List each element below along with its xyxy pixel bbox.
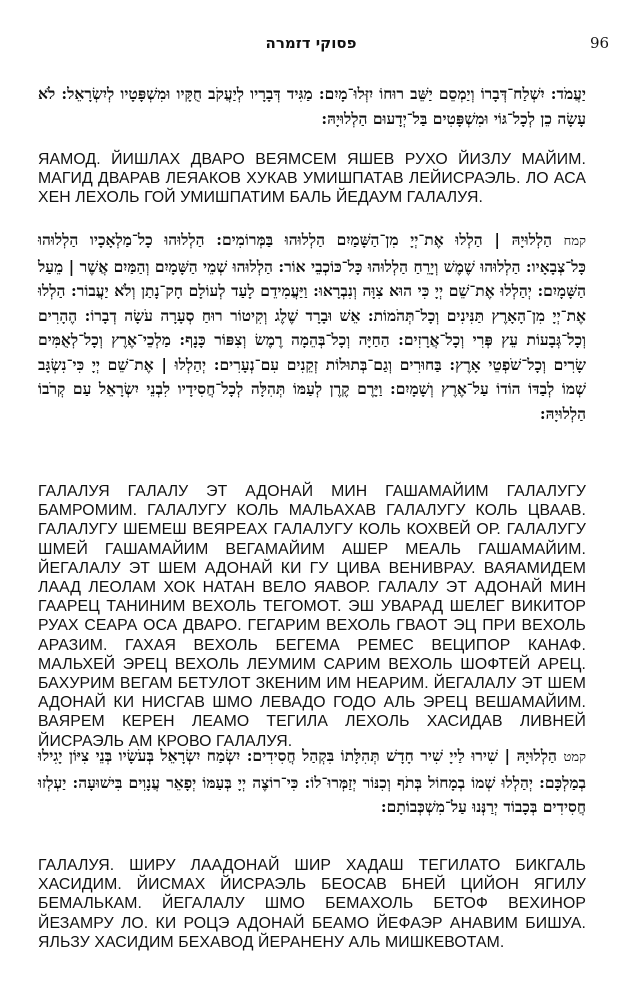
hebrew-text: הַלְלוּיָהּ | הַלְלוּ אֶת־יְיָ מִן־הַשָּׁמַיִם הַלְלוּהוּ בַּמְּרוֹמִים: הַלְלוּהוּ כָל־מַלְאָכָיו הַלְלוּהוּ כָּל־צְבָאָיו: הַלְלוּהוּ שֶׁמֶשׁ וְיָרֵחַ הַלְלוּהוּ כָּל־כּוֹכְבֵי אוֹר: הַלְלוּהוּ שְׁמֵי הַשָּׁמָיִם וְהַמַּיִם אֲשֶׁר | מֵעַל הַשָּׁמָיִם: יְהַלְלוּ אֶת־שֵׁם יְיָ כִּי הוּא צִוָּה וְנִבְרָאוּ: וַיַּעֲמִידֵם לָעַד לְעוֹלָם חָק־נָתַן וְלֹא יַעֲבוֹר: הַלְלוּ אֶת־יְיָ מִן־הָאָרֶץ תַּנִּינִים וְכָל־תְּהֹמוֹת: אֵשׁ וּבָרָד שֶׁלֶג וְקִיטוֹר רוּחַ סְעָרָה עֹשָׂה דְבָרוֹ: הֶהָרִים וְכָל־גְּבָעוֹת עֵץ פְּרִי וְכָל־אֲרָזִים: הַחַיָּה וְכָל־בְּהֵמָה רֶמֶשׂ וְצִפּוֹר כָּנָף: מַלְכֵי־אֶרֶץ וְכָל־לְאֻמִּים שָׂרִים וְכָל־שֹׁפְטֵי אָרֶץ: בַּחוּרִים וְגַם־בְּתוּלוֹת זְקֵנִים עִם־נְעָרִים: יְהַלְלוּ | אֶת־שֵׁם יְיָ כִּי־נִשְׂגָּב שְׁמוֹ לְבַדּוֹ הוֹדוֹ עַל־אֶרֶץ וְשָׁמָיִם: וַיָּרֶם קֶרֶן לְעַמּוֹ תְּהִלָּה לְכָל־חֲסִידָיו לִבְנֵי יִשְׂרָאֵל עַם קְרֹבוֹ הַלְלוּיָהּ: bbox=[38, 230, 586, 423]
hebrew-passage-1 bbox=[38, 82, 586, 131]
transliteration-text: ГАЛАЛУЯ. ШИРУ ЛААДОНАЙ ШИР ХАДАШ ТЕГИЛАТО БИКГАЛЬ ХАСИДИМ. ЙИСМАХ ЙИСРАЭЛЬ БЕОСАВ БНЕЙ ЦИЙОН ЯГИЛУ БЕМАЛЬКАМ. ЙЕГАЛАЛУ ШМО БЕМАХОЛЬ БЕТОФ ВЕХИНОР ЙЕЗАМРУ ЛО. КИ РОЦЭ АДОНАЙ БЕАМО ЙЕФАЭР АНАВИМ БИШУА. ЯЛЬЗУ ХАСИДИМ БЕХАВОД ЙЕРАНЕНУ АЛЬ МИШКЕВОТАМ. bbox=[38, 857, 586, 951]
hebrew-passage-2 bbox=[38, 228, 586, 426]
verse-number: קמח bbox=[563, 234, 586, 249]
running-title: פסוקי דזמרה bbox=[265, 34, 357, 52]
verse-number: קמט bbox=[563, 750, 586, 765]
hebrew-text: יַעֲמֹד: יִשְׁלַח־דְּבָרוֹ וְיַמְסֵם יַשֵּׁב רוּחוֹ יִזְּלוּ־מָיִם: מַגִּיד דְּבָרָיו לְיַעֲקֹב חֻקָּיו וּמִשְׁפָּטָיו לְיִשְׂרָאֵל: לֹא עָשָׂה כֵן לְכָל־גּוֹי וּמִשְׁפָּטִים בַּל־יְדָעוּם הַלְלוּיָהּ: bbox=[38, 84, 586, 128]
hebrew-passage-3 bbox=[38, 744, 586, 820]
transliteration-passage-2 bbox=[38, 482, 586, 751]
transliteration-passage-1 bbox=[38, 150, 586, 208]
hebrew-text: הַלְלוּיָהּ | שִׁירוּ לַייָ שִׁיר חָדָשׁ תְּהִלָּתוֹ בִּקְהַל חֲסִידִים: יִשְׂמַח יִשְׂרָאֵל בְּעֹשָׂיו בְּנֵי צִיּוֹן יָגִילוּ בְמַלְכָּם: יְהַלְלוּ שְׁמוֹ בְמָחוֹל בְּתֹף וְכִנּוֹר יְזַמְּרוּ־לוֹ: כִּי־רוֹצֶה יְיָ בְּעַמּוֹ יְפָאֵר עֲנָוִים בִּישׁוּעָה: יַעְלְזוּ חֲסִידִים בְּכָבוֹד יְרַנְּנוּ עַל־מִשְׁכְּבוֹתָם: bbox=[38, 746, 586, 816]
page-number: 96 bbox=[590, 34, 610, 52]
transliteration-text: ГАЛАЛУЯ ГАЛАЛУ ЭТ АДОНАЙ МИН ГАШАМАЙИМ ГАЛАЛУГУ БАМРОМИМ. ГАЛАЛУГУ КОЛЬ МАЛЬАХАВ ГАЛАЛУГУ КОЛЬ ЦВААВ. ГАЛАЛУГУ ШЕМЕШ ВЕЯРЕАХ ГАЛАЛУГУ КОЛЬ КОХВЕЙ ОР. ГАЛАЛУГУ ШМЕЙ ГАШАМАЙИМ ВЕГАМАЙИМ АШЕР МЕАЛЬ ГАШАМАЙИМ. ЙЕГАЛАЛУ ЭТ ШЕМ АДОНАЙ КИ ГУ ЦИВА ВЕНИВРАУ. ВАЯАМИДЕМ ЛААД ЛЕОЛАМ ХОК НАТАН ВЕЛО ЯАВОР. ГАЛАЛУ ЭТ АДОНАЙ МИН ГААРЕЦ ТАНИНИМ ВЕХОЛЬ ТЕГОМОТ. ЭШ УВАРАД ШЕЛЕГ ВИКИТОР РУАХ СЕАРА ОСА ДВАРО. ГЕГАРИМ ВЕХОЛЬ ГВАОТ ЭЦ ПРИ ВЕХОЛЬ АРАЗИМ. ГАХАЯ ВЕХОЛЬ БЕГЕМА РЕМЕС ВЕЦИПОР КАНАФ. МАЛЬХЕЙ ЭРЕЦ ВЕХОЛЬ ЛЕУМИМ САРИМ ВЕХОЛЬ ШОФТЕЙ АРЕЦ. БАХУРИМ ВЕГАМ БЕТУЛОТ ЗКЕНИМ ИМ НЕАРИМ. ЙЕГАЛАЛУ ЭТ ШЕМ АДОНАЙ КИ НИСГАВ ШМО ЛЕВАДО ГОДО АЛЬ ЭРЕЦ ВЕШАМАЙИМ. ВАЯРЕМ КЕРЕН ЛЕАМО ТЕГИЛА ЛЕХОЛЬ ХАСИДАВ ЛИВНЕЙ ЙИСРАЭЛЬ АМ КРОВО ГАЛАЛУЯ. bbox=[38, 483, 586, 750]
page-header bbox=[24, 34, 610, 56]
transliteration-passage-3 bbox=[38, 856, 586, 952]
transliteration-text: ЯАМОД. ЙИШЛАХ ДВАРО ВЕЯМСЕМ ЯШЕВ РУХО ЙИЗЛУ МАЙИМ. МАГИД ДВАРАВ ЛЕЯАКОВ ХУКАВ УМИШПАТАВ ЛЕЙИСРАЭЛЬ. ЛО АСА ХЕН ЛЕХОЛЬ ГОЙ УМИШПАТИМ БАЛЬ ЙЕДАУМ ГАЛАЛУЯ. bbox=[38, 151, 586, 207]
